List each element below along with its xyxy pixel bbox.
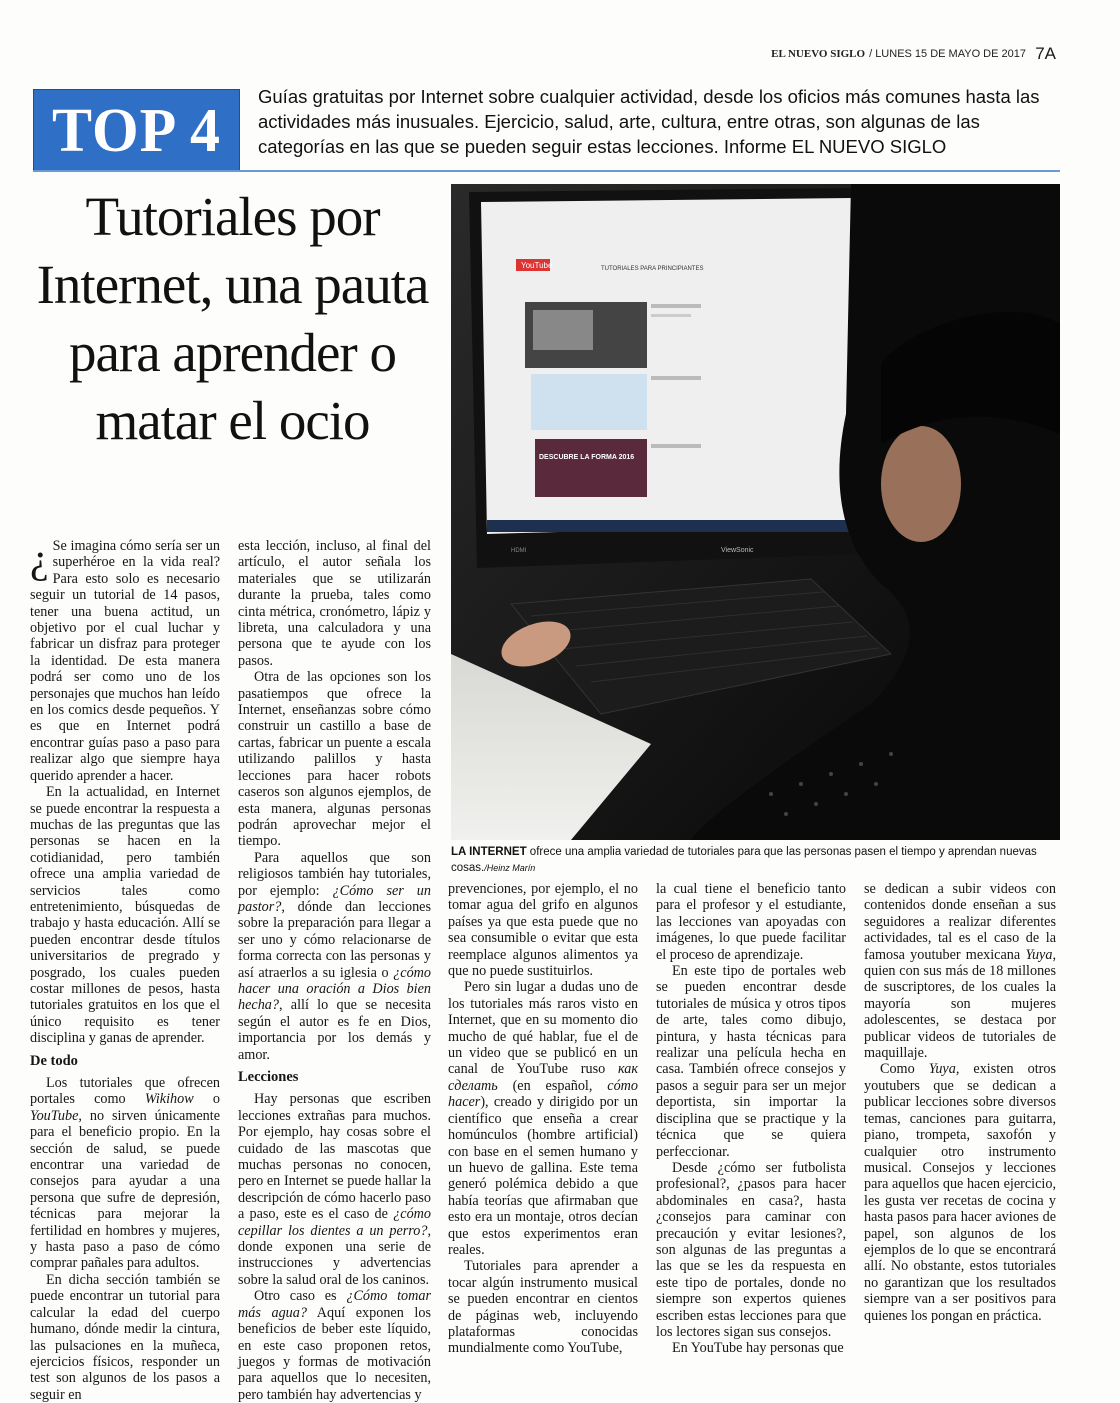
- paragraph: Como Yuya, existen otros youtubers que se dedican a publicar lecciones sobre diversos temas, canciones para guitarra, piano, trompeta, saxofón y cualquier otro instrumento musical. Consejos y lecciones para aquellos que hacen ejercicio, les gusta ver recetas de cocina y hasta pasos para hacer aviones de papel, son algunos de los ejemplos de lo que se encontrará allí. No obstante, estos tutoriales no garantizan que los resultados siempre van a ser positivos para quienes los pongan en práctica.: [864, 1061, 1057, 1324]
- caption-text: ofrece una amplia variedad de tutoriales para que las personas pasen el tiempo y aprendan nuevas cosas.: [451, 846, 1037, 874]
- subhead-lecciones: Lecciones: [238, 1069, 299, 1085]
- newspaper-name: EL NUEVO SIGLO: [771, 48, 866, 60]
- page-number: 7A: [1035, 44, 1056, 63]
- section-label: TOP 4: [52, 95, 221, 165]
- column-5: [864, 881, 1056, 1324]
- column-4: [656, 881, 846, 1357]
- column-2: [238, 538, 431, 1403]
- column-1: [30, 538, 220, 1403]
- section-badge: [33, 89, 240, 172]
- photo-illustration: [451, 184, 1060, 840]
- paragraph: se dedican a subir videos con contenidos donde enseñan a sus seguidores a realizar diferentes actividades, tal es el caso de la famosa youtuber mexicana Yuya, quien con sus más de 18 millones de suscriptores, de los cuales la mayoría son mujeres adolescentes, se destaca por publicar videos de tutoriales de maquillaje.: [864, 881, 1056, 1062]
- paragraph: Pero sin lugar a dudas uno de los tutoriales más raros visto en Internet, que en su momento dio mucho de qué hablar, fue el de un video que se publicó en un canal de YouTube ruso как сделать (en español, cómo hacer), creado y dirigido por un científico que enseña a crear homúnculos (hombre artificial) con base en el semen humano y un huevo de gallina. Este tema generó polémica debido a que había teorías que afirmaban que esto era un montaje, otros decían que estos experimentos eran reales.: [448, 979, 638, 1258]
- photo-credit: /Heinz Marín: [484, 863, 536, 873]
- ear-neck: [881, 426, 961, 542]
- paragraph: ¿ Se imagina cómo sería ser un superhéroe en la vida real? Para esto solo es necesario seguir un tutorial de 14 pasos, tener una buena actitud, un objetivo por el cual luchar y fabricar un disfraz para proteger la identidad. De esta manera podrá ser como uno de los personajes que muchos han leído en los comics desde pequeños. Y es que en Internet podrá encontrar guías paso a paso para realizar algo que siempre haya querido aprender a hacer.: [30, 536, 220, 784]
- subhead-de-todo: De todo: [30, 1052, 78, 1069]
- article-photo: [451, 184, 1060, 840]
- thumb-text: DESCUBRE LA FORMA 2016: [539, 454, 635, 461]
- paragraph: esta lección, incluso, al final del artículo, el autor señala los materiales que se utilizarán durante la prueba, tales como cinta métrica, cronómetro, lápiz y libreta, una calculadora y una persona que te ayude con los pasos.: [238, 538, 431, 669]
- paragraph: Desde ¿cómo ser futbolista profesional?, ¿pasos para hacer abdominales en casa?, hasta ¿consejos para caminar con precaución y evitar lesiones?, son algunas de las preguntas a las que se les da respuesta en este tipo de portales, donde no siempre son expertos quienes escriben estas lecciones para que los lectores sigan sus consejos.: [656, 1159, 846, 1340]
- photo-caption: [451, 844, 1060, 876]
- paragraph: la cual tiene el beneficio tanto para el profesor y el estudiante, las lecciones van apoyadas con imágenes, lo que puede facilitar el proceso de aprendizaje.: [656, 881, 846, 963]
- article-headline: Tutoriales por Internet, una pauta para aprender o matar el ocio: [36, 186, 429, 451]
- paragraph: En este tipo de portales web se pueden encontrar desde tutoriales de música y otros tipos de arte, tales como dibujo, pintura, y hasta técnicas para realizar una película hecha en casa. También ofrece consejos y pasos a seguir para ser un mejor deportista, sin importar la disciplina que se practique y la técnica que se quiera perfeccionar.: [656, 963, 846, 1160]
- paragraph: prevenciones, por ejemplo, el no tomar agua del grifo en algunos países ya que esta puede que no sea consumible o evitar que esta reemplace algunos alimentos ya que no puede sustituirlos.: [448, 881, 638, 980]
- paragraph: Tutoriales para aprender a tocar algún instrumento musical se pueden encontrar en cientos de páginas web, incluyendo plataformas conocidas mundialmente como YouTube,: [448, 1258, 638, 1357]
- section-lead: Guías gratuitas por Internet sobre cualquier actividad, desde los oficios más comunes hasta las actividades más inusuales. Ejercicio, salud, arte, cultura, entre otras, son algunas de las categorías en las que se pueden seguir estas lecciones. Informe EL NUEVO SIGLO: [258, 86, 1040, 157]
- column-3: [448, 881, 638, 1357]
- drop-cap: ¿: [30, 536, 49, 582]
- section-rule: [33, 170, 1060, 172]
- running-header: [771, 48, 1058, 60]
- monitor-brand: ViewSonic: [721, 547, 754, 554]
- screen-title: TUTORIALES PARA PRINCIPIANTES: [601, 266, 704, 272]
- video-thumbnail-3: [535, 439, 647, 497]
- paragraph: En la actualidad, en Internet se puede encontrar la respuesta a muchas de las preguntas que las personas se hacen en la cotidianidad, pero también ofrece una amplia variedad de servicios tales como entretenimiento, búsquedas de trabajo y hasta educación. Allí se pueden encontrar desde títulos universitarios de pregrado y posgrado, los cuales pueden costar millones de pesos, hasta tutoriales gratuitos en los que el único requisito es tener disciplina y ganas de aprender.: [30, 784, 220, 1047]
- issue-date: / LUNES 15 DE MAYO DE 2017: [869, 48, 1026, 60]
- paragraph: Los tutoriales que ofrecen portales como Wikihow o YouTube, no sirven únicamente para el beneficio propio. En la sección de salud, se puede encontrar una variedad de consejos para ayudar a una persona que sufre de depresión, técnicas para mejorar la fertilidad en hombres y mujeres, y hasta paso a paso de cómo comprar pañales para adultos.: [30, 1075, 220, 1272]
- paragraph: En dicha sección también se puede encontrar un tutorial para calcular la edad del cuerpo humano, dónde medir la cintura, las pulsaciones en la muñeca, ejercicios físicos, responder un test son algunos de los pasos a seguir en: [30, 1271, 220, 1403]
- paragraph: En YouTube hay personas que: [672, 1340, 844, 1357]
- monitor-hdmi: HDMI: [511, 548, 527, 554]
- video-thumbnail-2: [531, 374, 647, 430]
- paragraph: Otra de las opciones son los pasatiempos que ofrece la Internet, enseñanzas sobre cómo construir un castillo a base de cartas, fabricar un puente a escala utilizando palillos y hasta lecciones para hacer robots caseros son algunos ejemplos, de esta manera, algunas personas podrán aprovechar mejor el tiempo.: [238, 669, 431, 850]
- paragraph: Para aquellos que son religiosos también hay tutoriales, por ejemplo: ¿Cómo ser un pastor?, dónde dan lecciones sobre la preparación para llegar a ser uno y cómo relacionarse de forma correcta con las personas y así atraerlos a su iglesia o ¿cómo hacer una oración a Dios bien hecha?, allí lo que se necesita según el autor es fe en Dios, importancia por los demás y amor.: [238, 849, 431, 1063]
- caption-lead: LA INTERNET: [451, 846, 527, 858]
- taskbar: [487, 520, 853, 532]
- paragraph: Hay personas que escriben lecciones extrañas para muchos. Por ejemplo, hay cosas sobre el cuidado de las mascotas que muchas personas no conocen, pero en Internet se puede hallar la descripción de cómo hacerlo paso a paso, este es el caso de ¿cómo cepillar los dientes a un perro?, donde exponen una serie de instrucciones y advertencias sobre la salud oral de los caninos.: [238, 1091, 431, 1288]
- screen-logo: YouTube: [521, 261, 553, 270]
- paragraph: Otro caso es ¿Cómo tomar más agua? Aquí exponen los beneficios de beber este líquido, en este caso proponen retos, juegos y formas de motivación para aquellos que lo necesiten, pero también hay advertencias y: [238, 1288, 431, 1403]
